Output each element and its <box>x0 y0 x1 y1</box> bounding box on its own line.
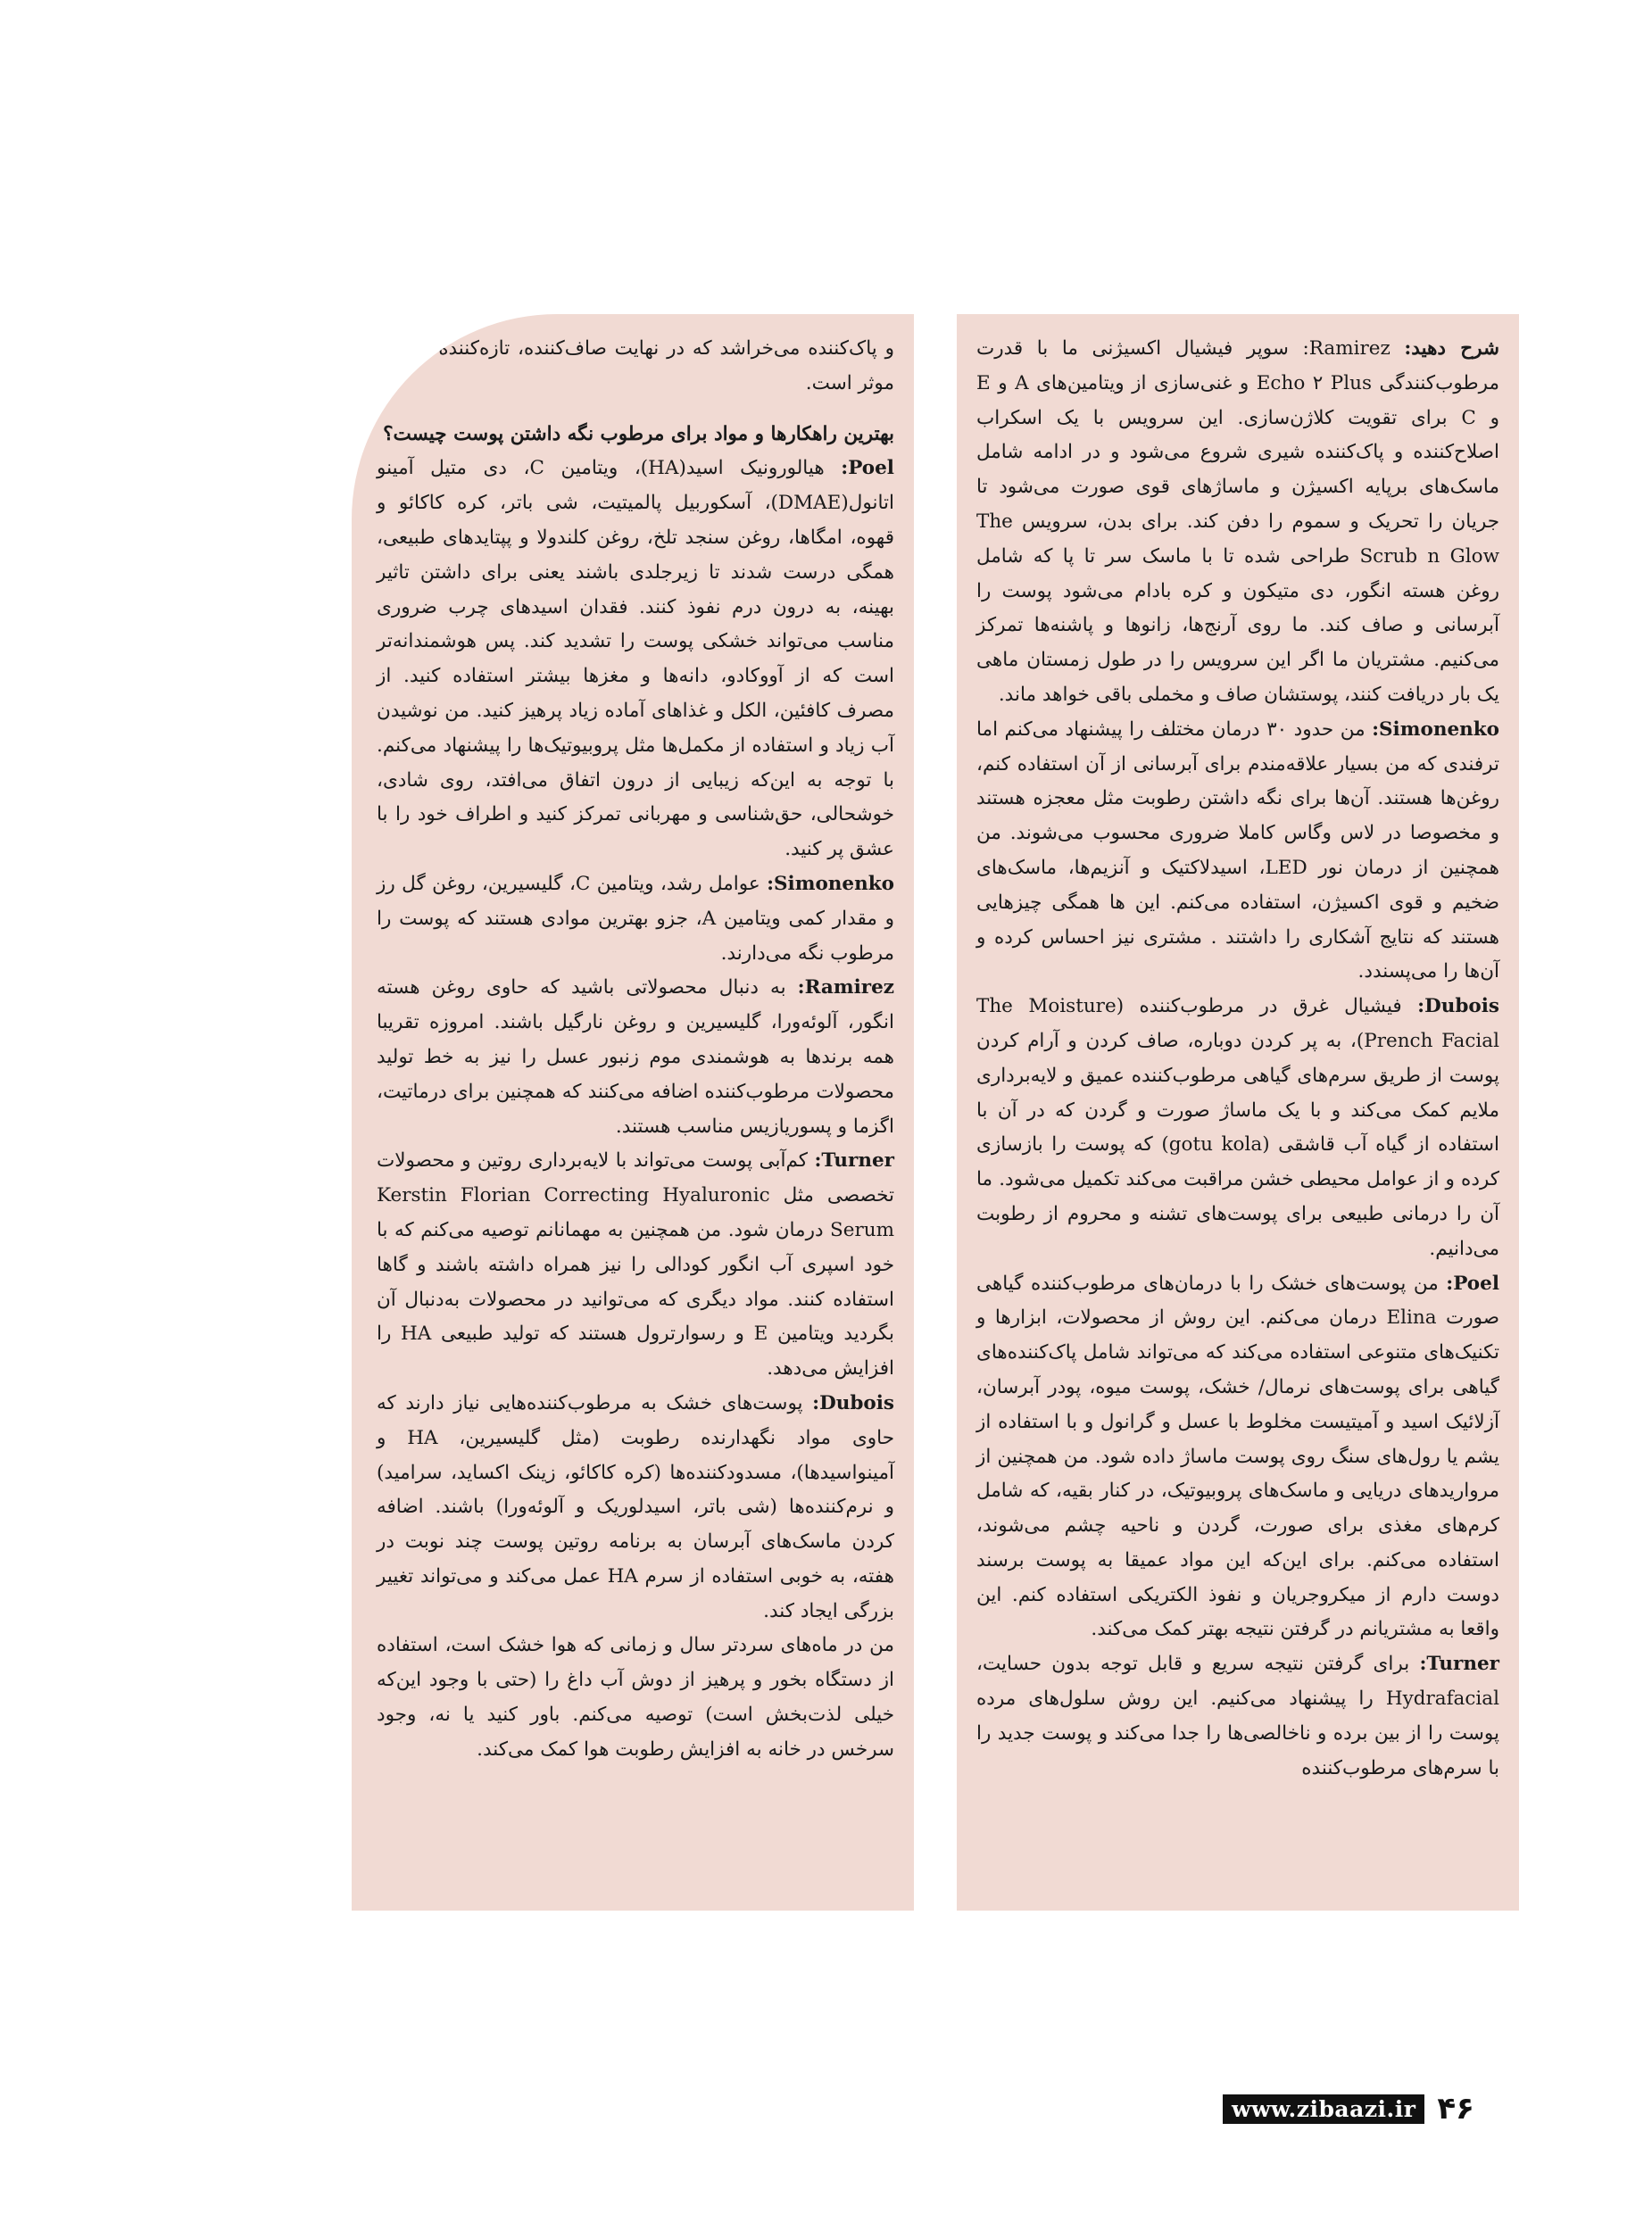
continuation-text: و پاک‌کننده می‌خراشد که در نهایت صاف‌کننده، تازه‌کننده و موثر است. <box>421 337 894 394</box>
paragraph-text: من پوست‌های خشک را با درمان‌های مرطوب‌کننده گیاهی صورت Elina درمان می‌کنم. این روش از محصولات، ابزارها و تکنیک‌های متنوعی استفاده می‌کند که می‌تواند شامل پاک‌کننده‌های گیاهی برای پوست‌های نرمال/ خشک، پوست میوه، پودر آبرسان، آزلائیک اسید و آمیتیست مخلوط با عسل و گرانول و با استفاده از یشم یا رول‌های سنگ روی پوست ماساژ داده شود. من همچنین از مرواریدهای دریایی و ماسک‌های پروبیوتیک، در کنار بقیه، که شامل کرم‌های مغذی برای صورت، گردن و ناحیه چشم می‌شوند، استفاده می‌کنم. برای این‌که این مواد عمیقا به پوست برسند دوست دارم از میکروجریان و نفوذ الکتریکی استفاده کنم. این واقعا به مشتریانم در گرفتن نتیجه بهتر کمک می‌کند. <box>976 1272 1499 1641</box>
answer-text: پوست‌های خشک به مرطوب‌کننده‌هایی نیاز دارند که حاوی مواد نگهدارنده رطوبت (مثل گلیسیرین، HA و آمینواسیدها)، مسدودکننده‌ها (کره کاکائو، زینک اکساید، سرامید) و نرم‌کننده‌ها (شی باتر، اسیدلوریک و آلوئه‌ورا) باشند. اضافه کردن ماسک‌های آبرسان به برنامه روتین پوست چند نوبت در هفته، به خوبی استفاده از سرم HA عمل می‌کند و می‌تواند تغییر بزرگی ایجاد کند. <box>377 1391 894 1622</box>
paragraph-text: برای گرفتن نتیجه سریع و قابل توجه بدون حسایت، Hydrafacial را پیشنهاد می‌کنیم. این روش سلول‌های مرده پوست را از بین برده و ناخالصی‌ها را جدا می‌کند و پوست جدید را با سرم‌های مرطوب‌کننده <box>976 1653 1499 1779</box>
paragraph-dubois <box>976 990 1499 1266</box>
answer-simonenko <box>377 867 894 971</box>
speaker-label: Turner: <box>1419 1653 1499 1676</box>
answer-text: عوامل رشد، ویتامین C، گلیسیرین، روغن گل رز و مقدار کمی ویتامین A، جزو بهترین موادی هستند که پوست را مرطوب نگه می‌دارند. <box>377 872 894 965</box>
speaker-label: Turner: <box>814 1149 894 1173</box>
answer-ramirez <box>377 971 894 1144</box>
answer-poel <box>377 452 894 867</box>
paragraph-text: Ramirez: سوپر فیشیال اکسیژنی ما با قدرت مرطوب‌کنندگی Echo ۲ Plus و غنی‌سازی از ویتامین‌های A و E و C برای تقویت کلاژن‌سازی. این سرویس با یک اسکراب اصلاح‌کننده و پاک‌کننده شیری شروع می‌شود و در ادامه شامل ماسک‌های برپایه اکسیژن و ماساژهای قوی صورت می‌شود تا جریان را تحریک و سموم را دفن کند. برای بدن، سرویس The Scrub n Glow طراحی شده تا با ماسک سر تا پا که شامل روغن هسته انگور، دی متیکون و کره بادام می‌شود پوست را آبرسانی و صاف کند. ما روی آرنج‌ها، زانوها و پاشنه‌ها تمرکز می‌کنیم. مشتریان ما اگر این سرویس را در طول زمستان ماهی یک بار دریافت کنند، پوستشان صاف و مخملی باقی خواهد ماند. <box>976 337 1499 706</box>
page-number: ۴۶ <box>1437 2091 1474 2127</box>
left-column <box>352 314 914 1911</box>
paragraph-poel <box>976 1267 1499 1648</box>
answer-turner <box>377 1144 894 1387</box>
speaker-label: Ramirez: <box>797 976 894 999</box>
answer-dubois <box>377 1387 894 1629</box>
speaker-label: Simonenko: <box>1372 717 1499 741</box>
answer-text: به دنبال محصولاتی باشید که حاوی روغن هسته انگور، آلوئه‌ورا، گلیسیرین و روغن نارگیل باشند. امروزه تقریبا همه برندها به هوشمندی موم زنبور عسل را نیز به خط تولید محصولات مرطوب‌کننده اضافه می‌کنند که همچنین برای درماتیت، اگزما و پسوریازیس مناسب هستند. <box>377 976 894 1138</box>
speaker-label: Simonenko: <box>767 872 894 895</box>
question-heading: بهترین راهکارها و مواد برای مرطوب نگه داشتن پوست چیست؟ <box>383 422 894 445</box>
speaker-label: Poel: <box>1446 1272 1499 1295</box>
paragraph-text: فیشیال غرق در مرطوب‌کننده (The Moisture Prench Facial)، به پر کردن دوباره، صاف کردن و آرام کردن پوست از طریق سرم‌های گیاهی مرطوب‌کننده عمیق و لایه‌برداری ملایم کمک می‌کند و با یک ماساژ صورت و گردن که در آن با استفاده از گیاه آب قاشقی (gotu kola) که پوست را بازسازی کرده و از عوامل محیطی خشن مراقبت می‌کند تکمیل می‌شود. ما آن را درمانی طبیعی برای پوست‌های تشنه و محروم از رطوبت می‌دانیم. <box>976 995 1499 1260</box>
answer-closing <box>377 1629 894 1767</box>
answer-text: هیالورونیک اسید(HA)، ویتامین C، دی متیل آمینو اتانول(DMAE)، آسکوربیل پالمیتیت، شی باتر، کره کاکائو و قهوه، امگاها، روغن سنجد تلخ، روغن کلندولا و پپتایدهای طبیعی، همگی درست شدند تا زیرجلدی باشند یعنی برای داشتن تاثیر بهینه، به درون درم نفوذ کنند. فقدان اسیدهای چرب ضروری مناسب می‌تواند خشکی پوست را تشدید کند. پس هوشمندانه‌تر است که از آووکادو، دانه‌ها و مغزها بیشتر استفاده کنید. از مصرف کافئین، الکل و غذاهای آماده زیاد پرهیز کنید. من نوشیدن آب زیاد و استفاده از مکمل‌ها مثل پروبیوتیک‌ها را پیشنهاد می‌کنم. با توجه به این‌که زیبایی از درون اتفاق می‌افتد، روی شادی، خوشحالی، حق‌شناسی و مهربانی تمرکز کنید و اطراف خود را با عشق پر کنید. <box>377 457 894 861</box>
speaker-label: شرح دهید: <box>1404 337 1499 360</box>
answer-text: کم‌آبی پوست می‌تواند با لایه‌برداری روتین و محصولات تخصصی مثل Kerstin Florian Correcting Hyaluronic Serum درمان شود. من همچنین به مهمانانم توصیه می‌کنم که با خود اسپری آب انگور کودالی را نیز همراه داشته باشند و گاها استفاده کنند. مواد دیگری که می‌توانید در محصولات به‌دنبال آن بگردید ویتامین E و رسوارترول هستند که تولید طبیعی HA را افزایش می‌دهد. <box>377 1149 894 1381</box>
speaker-label: Dubois: <box>812 1391 894 1414</box>
answer-text: من در ماه‌های سردتر سال و زمانی که هوا خشک است، استفاده از دستگاه بخور و پرهیز از دوش آب داغ را (حتی با وجود این‌که خیلی لذت‌بخش است) توصیه می‌کنم. باور کنید یا نه، وجود سرخس در خانه به افزایش رطوبت هوا کمک می‌کند. <box>377 1634 894 1761</box>
paragraph-simonenko <box>976 713 1499 990</box>
right-column <box>957 314 1519 1911</box>
website-link[interactable]: www.zibaazi.ir <box>1223 2094 1424 2124</box>
speaker-label: Dubois: <box>1417 995 1499 1018</box>
paragraph-describe <box>976 332 1499 713</box>
paragraph-text: من حدود ۳۰ درمان مختلف را پیشنهاد می‌کنم اما ترفندی که من بسیار علاقه‌مندم برای آبرسانی از آن استفاده کنم، روغن‌ها هستند. آن‌ها برای نگه داشتن رطوبت مثل معجزه هستند و مخصوصا در لاس وگاس کاملا ضروری محسوب می‌شوند. من همچنین از درمان نور LED، اسیدلاکتیک و آنزیم‌ها، ماسک‌های ضخیم و قوی اکسیژن، استفاده می‌کنم. این ها همگی چیزهایی هستند که نتایج آشکاری را داشتند . مشتری نیز احساس کرده و آن‌ها را می‌پسندد. <box>976 717 1499 983</box>
page-footer <box>1223 2086 1474 2131</box>
speaker-label: Poel: <box>841 457 894 480</box>
paragraph-turner <box>976 1647 1499 1786</box>
